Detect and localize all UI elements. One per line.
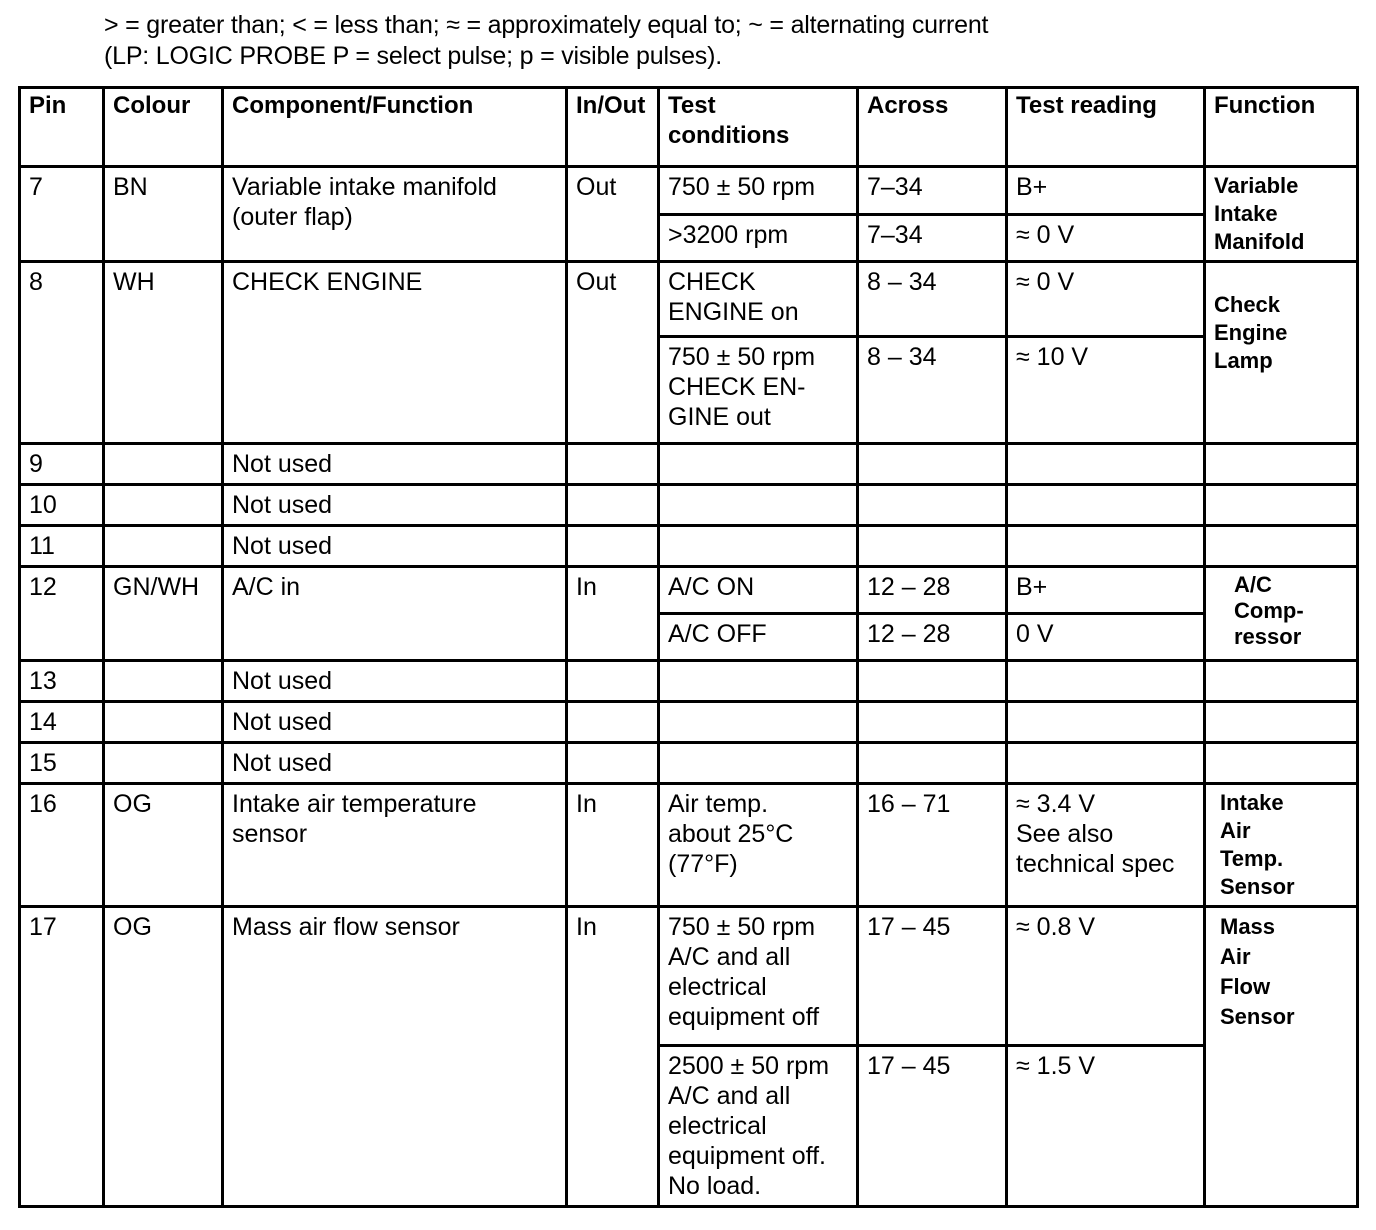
conditions-cell	[659, 337, 858, 444]
colour-cell	[104, 743, 223, 784]
conditions-line: CHECK	[668, 268, 756, 296]
function-line: Temp.	[1220, 846, 1284, 871]
conditions-cell: A/C OFF	[659, 614, 858, 661]
colour-cell: WH	[104, 262, 223, 444]
pin-cell: 17	[20, 907, 104, 1207]
colour-cell	[104, 485, 223, 526]
pin-cell: 10	[20, 485, 104, 526]
table-header-row	[20, 88, 1358, 167]
reading-cell	[1007, 784, 1205, 907]
header-reading: Test reading	[1007, 88, 1205, 167]
across-cell	[858, 444, 1007, 485]
header-pin: Pin	[20, 88, 104, 167]
reading-cell: ≈ 10 V	[1007, 337, 1205, 444]
conditions-line: Air temp.	[668, 790, 769, 818]
colour-cell: OG	[104, 784, 223, 907]
table-row	[20, 167, 1358, 215]
conditions-cell	[659, 702, 858, 743]
colour-cell: BN	[104, 167, 223, 262]
conditions-cell	[659, 907, 858, 1046]
conditions-line: 2500 ± 50 rpm	[668, 1052, 830, 1080]
across-cell: 7–34	[858, 167, 1007, 215]
function-line: Manifold	[1214, 229, 1305, 254]
function-line: Check	[1214, 292, 1281, 317]
component-line: Variable intake manifold	[232, 173, 497, 201]
function-line: Intake	[1220, 790, 1284, 815]
function-cell	[1205, 567, 1358, 661]
component-line: Intake air temperature	[232, 790, 477, 818]
component-cell	[223, 167, 567, 262]
function-line: Engine	[1214, 320, 1288, 345]
across-cell	[858, 661, 1007, 702]
inout-cell: Out	[567, 167, 659, 262]
reading-cell: 0 V	[1007, 614, 1205, 661]
function-cell	[1205, 784, 1358, 907]
pin-cell: 12	[20, 567, 104, 661]
inout-cell: In	[567, 907, 659, 1207]
table-row	[20, 784, 1358, 907]
function-line: Air	[1220, 818, 1251, 843]
header-conditions-l1: Test	[668, 92, 716, 119]
component-cell: CHECK ENGINE	[223, 262, 567, 444]
component-cell: Not used	[223, 702, 567, 743]
function-line: Variable	[1214, 173, 1299, 198]
function-cell	[1205, 485, 1358, 526]
across-cell: 12 – 28	[858, 567, 1007, 614]
conditions-line: A/C and all	[668, 943, 791, 971]
conditions-cell	[659, 485, 858, 526]
function-cell	[1205, 262, 1358, 444]
component-line: sensor	[232, 820, 308, 848]
table-row	[20, 702, 1358, 743]
conditions-line: A/C and all	[668, 1082, 791, 1110]
across-cell: 17 – 45	[858, 907, 1007, 1046]
table-row	[20, 485, 1358, 526]
colour-cell: GN/WH	[104, 567, 223, 661]
reading-cell: B+	[1007, 167, 1205, 215]
conditions-cell	[659, 784, 858, 907]
conditions-cell	[659, 526, 858, 567]
legend-line-1: > = greater than; < = less than; ≈ = approximately equal to; ~ = alternating current	[104, 11, 989, 39]
reading-cell	[1007, 526, 1205, 567]
conditions-cell	[659, 661, 858, 702]
colour-cell: OG	[104, 907, 223, 1207]
table-row	[20, 567, 1358, 614]
pin-cell: 9	[20, 444, 104, 485]
header-function: Function	[1205, 88, 1358, 167]
pin-cell: 8	[20, 262, 104, 444]
conditions-line: about 25°C	[668, 820, 794, 848]
across-cell	[858, 526, 1007, 567]
header-across: Across	[858, 88, 1007, 167]
inout-cell: In	[567, 567, 659, 661]
function-line: Comp-	[1234, 598, 1304, 623]
across-cell: 12 – 28	[858, 614, 1007, 661]
conditions-cell: >3200 rpm	[659, 214, 858, 262]
header-component: Component/Function	[223, 88, 567, 167]
function-line: ressor	[1234, 624, 1302, 649]
reading-cell	[1007, 743, 1205, 784]
function-cell	[1205, 661, 1358, 702]
header-conditions-l2: conditions	[668, 122, 790, 149]
across-cell: 8 – 34	[858, 337, 1007, 444]
reading-cell: ≈ 0 V	[1007, 214, 1205, 262]
header-conditions	[659, 88, 858, 167]
function-cell	[1205, 444, 1358, 485]
reading-cell	[1007, 485, 1205, 526]
conditions-cell	[659, 262, 858, 337]
function-line: Mass	[1220, 914, 1276, 939]
function-line: A/C	[1234, 572, 1272, 597]
inout-cell: Out	[567, 262, 659, 444]
pin-cell: 14	[20, 702, 104, 743]
inout-cell	[567, 743, 659, 784]
conditions-line: 750 ± 50 rpm	[668, 343, 816, 371]
reading-cell	[1007, 661, 1205, 702]
component-cell	[223, 784, 567, 907]
component-cell: Not used	[223, 485, 567, 526]
conditions-line: electrical	[668, 1112, 767, 1140]
across-cell	[858, 743, 1007, 784]
pin-cell: 15	[20, 743, 104, 784]
function-cell	[1205, 526, 1358, 567]
reading-cell	[1007, 444, 1205, 485]
conditions-cell	[659, 1046, 858, 1207]
across-cell: 7–34	[858, 214, 1007, 262]
conditions-cell	[659, 444, 858, 485]
inout-cell: In	[567, 784, 659, 907]
across-cell: 17 – 45	[858, 1046, 1007, 1207]
function-cell	[1205, 743, 1358, 784]
pin-cell: 16	[20, 784, 104, 907]
table-row	[20, 444, 1358, 485]
function-cell	[1205, 167, 1358, 262]
reading-cell: B+	[1007, 567, 1205, 614]
pin-cell: 7	[20, 167, 104, 262]
inout-cell	[567, 661, 659, 702]
across-cell	[858, 485, 1007, 526]
function-cell	[1205, 702, 1358, 743]
function-cell	[1205, 907, 1358, 1207]
table-row	[20, 743, 1358, 784]
reading-line: See also	[1016, 820, 1114, 848]
function-line: Sensor	[1220, 874, 1295, 899]
conditions-line: 750 ± 50 rpm	[668, 913, 816, 941]
conditions-line: No load.	[668, 1172, 762, 1200]
colour-cell	[104, 661, 223, 702]
across-cell: 8 – 34	[858, 262, 1007, 337]
table-row	[20, 262, 1358, 337]
across-cell	[858, 702, 1007, 743]
component-cell: Not used	[223, 661, 567, 702]
reading-line: ≈ 3.4 V	[1016, 790, 1096, 818]
component-cell: Not used	[223, 526, 567, 567]
reading-cell: ≈ 1.5 V	[1007, 1046, 1205, 1207]
table-row	[20, 907, 1358, 1046]
colour-cell	[104, 444, 223, 485]
inout-cell	[567, 485, 659, 526]
function-line: Lamp	[1214, 348, 1273, 373]
header-colour: Colour	[104, 88, 223, 167]
conditions-cell: A/C ON	[659, 567, 858, 614]
reading-cell: ≈ 0.8 V	[1007, 907, 1205, 1046]
table-row	[20, 526, 1358, 567]
conditions-line: equipment off	[668, 1003, 820, 1031]
conditions-line: GINE out	[668, 403, 771, 431]
inout-cell	[567, 444, 659, 485]
component-cell: Mass air flow sensor	[223, 907, 567, 1207]
conditions-line: equipment off.	[668, 1142, 826, 1170]
conditions-cell: 750 ± 50 rpm	[659, 167, 858, 215]
across-cell: 16 – 71	[858, 784, 1007, 907]
pin-cell: 11	[20, 526, 104, 567]
inout-cell	[567, 702, 659, 743]
conditions-line: (77°F)	[668, 850, 738, 878]
legend-line-2: (LP: LOGIC PROBE P = select pulse; p = visible pulses).	[104, 42, 722, 70]
component-cell: Not used	[223, 444, 567, 485]
legend	[104, 10, 988, 72]
conditions-line: ENGINE on	[668, 298, 799, 326]
conditions-line: CHECK EN-	[668, 373, 806, 401]
reading-cell: ≈ 0 V	[1007, 262, 1205, 337]
header-inout: In/Out	[567, 88, 659, 167]
function-line: Air	[1220, 944, 1251, 969]
pin-cell: 13	[20, 661, 104, 702]
conditions-line: electrical	[668, 973, 767, 1001]
reading-line: technical spec	[1016, 850, 1175, 878]
reading-cell	[1007, 702, 1205, 743]
inout-cell	[567, 526, 659, 567]
component-cell: Not used	[223, 743, 567, 784]
component-line: (outer flap)	[232, 203, 353, 231]
conditions-cell	[659, 743, 858, 784]
colour-cell	[104, 702, 223, 743]
colour-cell	[104, 526, 223, 567]
table-row	[20, 661, 1358, 702]
component-cell: A/C in	[223, 567, 567, 661]
function-line: Sensor	[1220, 1004, 1295, 1029]
pin-test-table	[18, 86, 1359, 1208]
function-line: Flow	[1220, 974, 1271, 999]
function-line: Intake	[1214, 201, 1278, 226]
